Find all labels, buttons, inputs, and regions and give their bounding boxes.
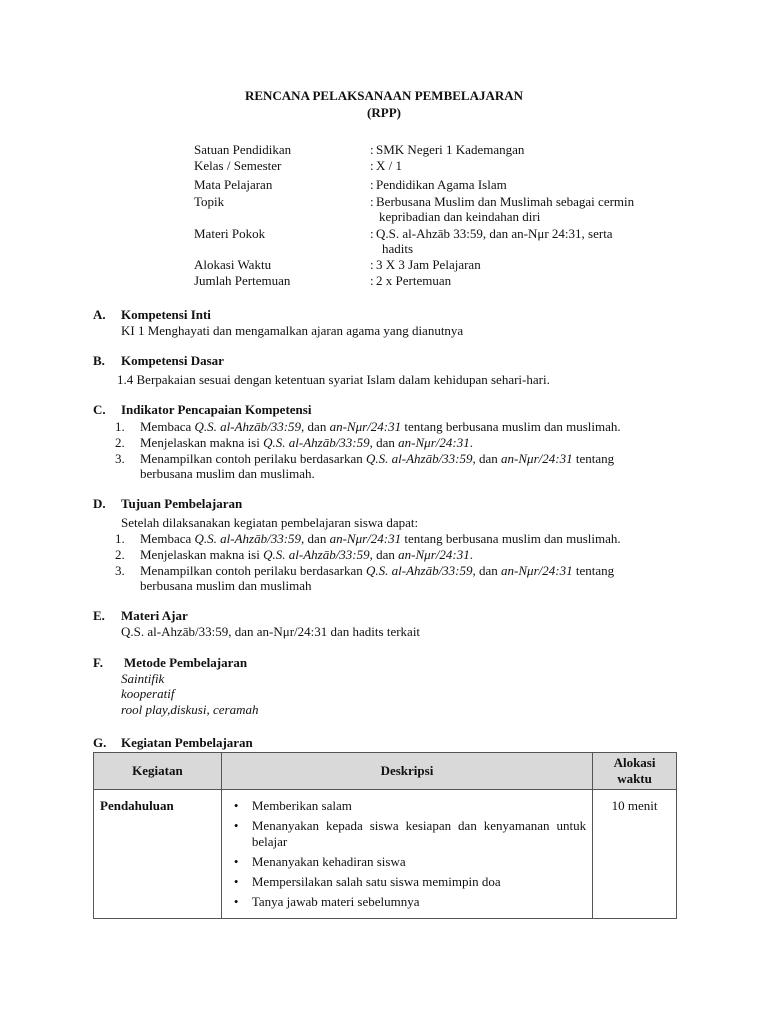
list-item: Menampilkan contoh perilaku berdasarkan Q.S. al-Ahzāb/33:59, dan an-Nμr/24:31 tentang	[140, 451, 615, 466]
identity-value-continued: kepribadian dan keindahan diri	[379, 209, 541, 224]
list-number: 2.	[115, 547, 125, 562]
list-number: 1.	[115, 531, 125, 546]
identity-value: 2 x Pertemuan	[376, 273, 452, 288]
identity-value: SMK Negeri 1 Kademangan	[376, 142, 525, 157]
description-cell	[221, 790, 592, 919]
document-title: RENCANA PELAKSANAAN PEMBELAJARAN	[244, 88, 524, 103]
section-letter: F.	[93, 655, 103, 670]
identity-value: Berbusana Muslim dan Muslimah sebagai cermin	[376, 194, 635, 209]
list-item: Menjelaskan makna isi Q.S. al-Ahzāb/33:59, dan an-Nμr/24:31.	[140, 435, 473, 450]
phase-cell: Pendahuluan	[94, 790, 222, 919]
section-d-intro: Setelah dilaksanakan kegiatan pembelajaran siswa dapat:	[121, 515, 419, 530]
method-item: rool play,diskusi, ceramah	[121, 702, 259, 717]
section-a-body: KI 1 Menghayati dan mengamalkan ajaran agama yang dianutnya	[121, 323, 464, 338]
section-title: Materi Ajar	[121, 608, 188, 623]
method-item: kooperatif	[121, 686, 175, 701]
identity-label: Satuan Pendidikan	[194, 142, 292, 157]
list-number: 1.	[115, 419, 125, 434]
section-letter: G.	[93, 735, 107, 750]
section-letter: E.	[93, 608, 105, 623]
section-title: Kompetensi Dasar	[121, 353, 224, 368]
identity-label: Materi Pokok	[194, 226, 266, 241]
list-item: Menjelaskan makna isi Q.S. al-Ahzāb/33:59, dan an-Nμr/24:31.	[140, 547, 473, 562]
identity-separator: :	[370, 257, 374, 272]
section-letter: B.	[93, 353, 105, 368]
section-b-body: 1.4 Berpakaian sesuai dengan ketentuan syariat Islam dalam kehidupan sehari-hari.	[117, 372, 550, 387]
section-letter: C.	[93, 402, 106, 417]
section-letter: A.	[93, 307, 106, 322]
identity-value: Pendidikan Agama Islam	[376, 177, 507, 192]
header-time: Alokasi waktu	[593, 753, 677, 790]
list-item-continued: berbusana muslim dan muslimah.	[140, 466, 315, 481]
list-item: Membaca Q.S. al-Ahzāb/33:59, dan an-Nμr/24:31 tentang berbusana muslim dan muslimah.	[140, 419, 621, 434]
section-title: Kompetensi Inti	[121, 307, 211, 322]
bullet-item: • Menanyakan kehadiran siswa	[228, 854, 586, 870]
time-cell: 10 menit	[593, 790, 677, 919]
bullet-item: • Memberikan salam	[228, 798, 586, 814]
identity-label: Jumlah Pertemuan	[194, 273, 291, 288]
list-number: 2.	[115, 435, 125, 450]
identity-separator: :	[370, 273, 374, 288]
identity-separator: :	[370, 194, 374, 209]
bullet-item: • Mempersilakan salah satu siswa memimpin doa	[228, 874, 586, 890]
bullet-item: • Tanya jawab materi sebelumnya	[228, 894, 586, 910]
table-header-row	[94, 753, 677, 790]
header-description: Deskripsi	[221, 753, 592, 790]
section-letter: D.	[93, 496, 106, 511]
identity-value-continued: hadits	[382, 241, 414, 256]
document-subtitle: (RPP)	[367, 105, 401, 120]
list-item: Menampilkan contoh perilaku berdasarkan Q.S. al-Ahzāb/33:59, dan an-Nμr/24:31 tentang	[140, 563, 615, 578]
bullet-item: • Menanyakan kepada siswa kesiapan dan kenyamanan untuk belajar	[228, 818, 586, 850]
identity-label: Mata Pelajaran	[194, 177, 273, 192]
identity-label: Kelas / Semester	[194, 158, 282, 173]
identity-value: Q.S. al-Ahzāb 33:59, dan an-Nμr 24:31, serta	[376, 226, 613, 241]
section-title: Kegiatan Pembelajaran	[121, 735, 253, 750]
activity-table	[93, 752, 677, 919]
identity-separator: :	[370, 142, 374, 157]
identity-value: X / 1	[376, 158, 402, 173]
identity-label: Alokasi Waktu	[194, 257, 272, 272]
identity-value: 3 X 3 Jam Pelajaran	[376, 257, 481, 272]
list-number: 3.	[115, 451, 125, 466]
identity-separator: :	[370, 177, 374, 192]
section-title: Metode Pembelajaran	[124, 655, 248, 670]
section-title: Indikator Pencapaian Kompetensi	[121, 402, 312, 417]
section-title: Tujuan Pembelajaran	[121, 496, 243, 511]
list-number: 3.	[115, 563, 125, 578]
list-item-continued: berbusana muslim dan muslimah	[140, 578, 312, 593]
identity-separator: :	[370, 226, 374, 241]
identity-label: Topik	[194, 194, 225, 209]
list-item: Membaca Q.S. al-Ahzāb/33:59, dan an-Nμr/24:31 tentang berbusana muslim dan muslimah.	[140, 531, 621, 546]
header-activity: Kegiatan	[94, 753, 222, 790]
method-item: Saintifik	[121, 671, 165, 686]
table-row	[94, 790, 677, 919]
identity-separator: :	[370, 158, 374, 173]
section-e-body: Q.S. al-Ahzāb/33:59, dan an-Nμr/24:31 dan hadits terkait	[121, 624, 421, 639]
